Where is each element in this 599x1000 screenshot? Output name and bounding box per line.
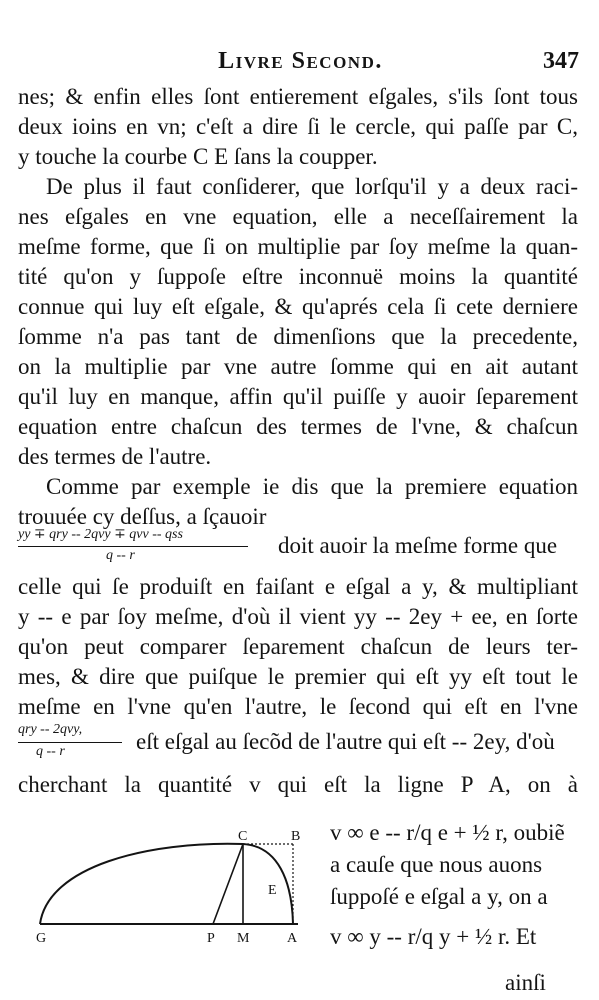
- text-line: meſme forme, que ſi on multiplie par ſoy meſme la quan-: [18, 234, 578, 259]
- text-line: qu'il luy en manque, affin qu'il puiſſe y auoir ſeparement: [18, 384, 578, 409]
- equation-line: a cauſe que nous auons: [330, 852, 543, 877]
- formula-line-2: [18, 722, 578, 770]
- text-line: cherchant la quantité v qui eſt la ligne P A, on à: [18, 772, 578, 797]
- text-line: equation entre chaſcun des termes de l'vne, & chaſcun: [18, 414, 578, 439]
- text-line: meſme en l'vne qu'en l'autre, le ſecond qui eſt en l'vne: [18, 694, 578, 719]
- point-label-b: B: [291, 829, 301, 844]
- text-line: y -- e par ſoy meſme, d'où il vient yy -- 2ey + ee, en ſorte: [18, 604, 578, 629]
- text-line: nes eſgales en vne equation, elle a neceſſairement la: [18, 204, 578, 229]
- text-line: nes; & enfin elles ſont entierement eſgales, s'ils ſont tous: [18, 84, 578, 109]
- formula-line-1: [18, 526, 578, 574]
- running-title: Livre Second.: [218, 48, 383, 74]
- text-line: on la multiplie par vne autre ſomme qui en ait autant: [18, 354, 578, 379]
- text-line: tité qu'on y ſuppoſe eſtre inconnuë moins la quantité: [18, 264, 578, 289]
- text-line: qu'on peut comparer ſeparement chaſcun de leurs ter-: [18, 634, 578, 659]
- text-line: celle qui ſe produiſt en faiſant e eſgal a y, & multipliant: [18, 574, 578, 599]
- curve-gea: [40, 844, 293, 924]
- text-line: Comme par exemple ie dis que la premiere equation: [46, 474, 578, 499]
- point-label-a: A: [287, 931, 298, 946]
- point-label-p: P: [207, 931, 215, 946]
- text-line: mes, & dire que puiſque le premier qui eſt yy eſt tout le: [18, 664, 578, 689]
- text-line: y touche la courbe C E ſans la coupper.: [18, 144, 378, 169]
- fraction-bar: [18, 546, 248, 547]
- equation-line: v ∞ y -- r/q y + ½ r. Et: [330, 924, 537, 949]
- formula-numerator: qry -- 2qvy,: [18, 722, 83, 737]
- formula-trailing-text: doit auoir la meſme forme que: [278, 533, 558, 558]
- point-label-g: G: [36, 931, 47, 946]
- text-line: De plus il faut conſiderer, que lorſqu'il y a deux raci-: [46, 174, 578, 199]
- formula-denominator: q -- r: [106, 548, 135, 563]
- text-line: deux ioins en vn; c'eſt a dire ſi le cercle, qui paſſe par C,: [18, 114, 578, 139]
- fraction-formula-1: [18, 526, 268, 574]
- line-cp: [213, 844, 243, 924]
- text-line: des termes de l'autre.: [18, 444, 212, 469]
- point-label-e: E: [268, 883, 277, 898]
- formula-numerator: yy ∓ qry -- 2qvy ∓ qvv -- qss: [18, 527, 183, 542]
- fraction-formula-2: [18, 722, 128, 770]
- page-header: [22, 48, 579, 76]
- point-label-m: M: [237, 931, 250, 946]
- text-line: ſomme n'a pas tant de dimenſions que la precedente,: [18, 324, 578, 349]
- geometric-figure: [28, 826, 318, 950]
- fraction-bar: [18, 742, 122, 743]
- point-label-c: C: [238, 829, 248, 844]
- catchword: ainſi: [505, 970, 546, 995]
- equation-line: v ∞ e -- r/q e + ½ r, oubiẽ: [330, 820, 565, 845]
- formula-trailing-text: eſt eſgal au ſecõd de l'autre qui eſt -- 2ey, d'où: [136, 729, 555, 754]
- text-line: trouuée cy deſſus, a ſçauoir: [18, 504, 267, 529]
- text-line: connue qui luy eſt eſgale, & qu'aprés cela ſi cete derniere: [18, 294, 578, 319]
- equation-line: ſuppoſé e eſgal a y, on a: [330, 884, 548, 909]
- page-number: 347: [543, 48, 579, 74]
- formula-denominator: q -- r: [36, 744, 65, 759]
